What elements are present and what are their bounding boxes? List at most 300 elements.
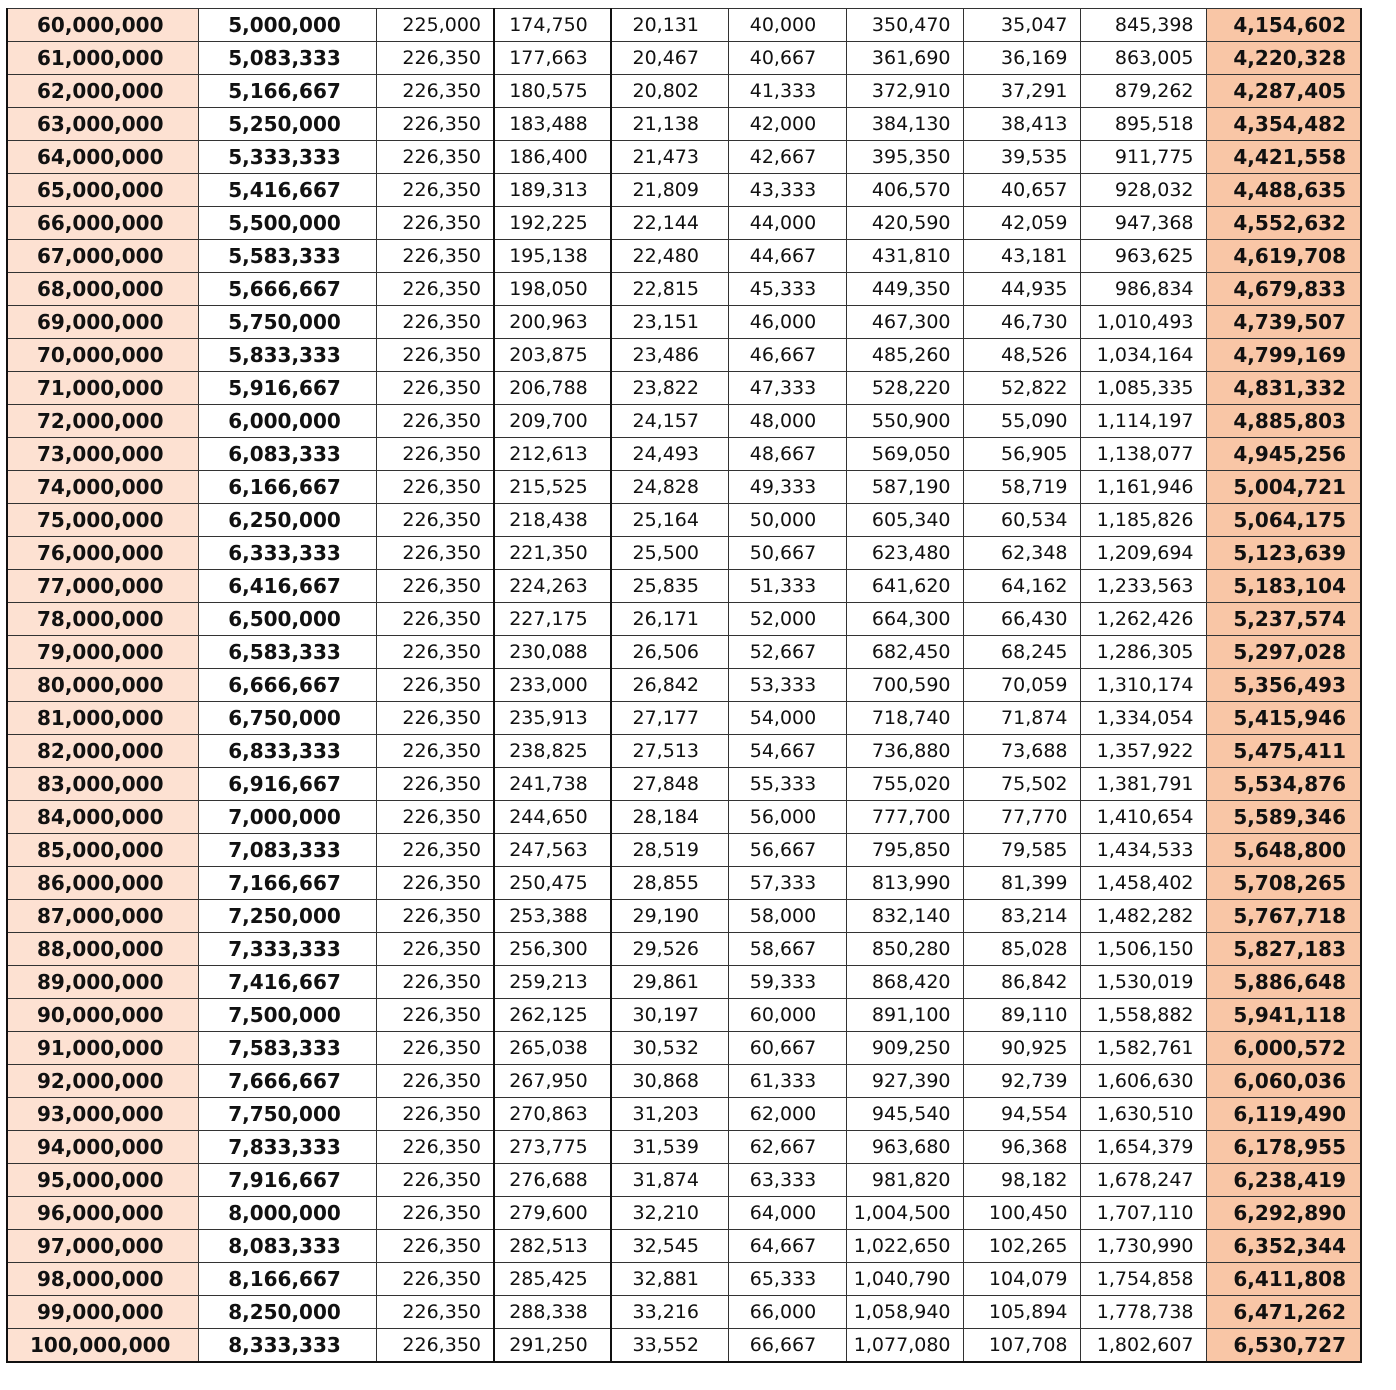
net-total-cell: 6,060,036 xyxy=(1206,1065,1361,1098)
gross-amount-cell: 90,000,000 xyxy=(7,999,198,1032)
col-3-value-cell: 226,350 xyxy=(376,933,494,966)
col-6-value-cell: 47,333 xyxy=(728,372,846,405)
gross-amount-cell: 66,000,000 xyxy=(7,207,198,240)
col-4-value-cell: 238,825 xyxy=(494,735,611,768)
col-4-value-cell: 174,750 xyxy=(494,9,611,42)
net-total-cell: 6,352,344 xyxy=(1206,1230,1361,1263)
col-8-value-cell: 90,925 xyxy=(963,1032,1080,1065)
col-5-value-cell: 27,848 xyxy=(611,768,728,801)
monthly-amount-cell: 7,750,000 xyxy=(198,1098,376,1131)
col-6-value-cell: 43,333 xyxy=(728,174,846,207)
monthly-amount-cell: 8,083,333 xyxy=(198,1230,376,1263)
col-8-value-cell: 83,214 xyxy=(963,900,1080,933)
col-5-value-cell: 25,835 xyxy=(611,570,728,603)
col-8-value-cell: 58,719 xyxy=(963,471,1080,504)
col-4-value-cell: 265,038 xyxy=(494,1032,611,1065)
col-6-value-cell: 54,000 xyxy=(728,702,846,735)
col-3-value-cell: 226,350 xyxy=(376,240,494,273)
col-8-value-cell: 68,245 xyxy=(963,636,1080,669)
col-6-value-cell: 56,667 xyxy=(728,834,846,867)
net-total-cell: 6,292,890 xyxy=(1206,1197,1361,1230)
net-total-cell: 6,000,572 xyxy=(1206,1032,1361,1065)
col-8-value-cell: 56,905 xyxy=(963,438,1080,471)
net-total-cell: 5,297,028 xyxy=(1206,636,1361,669)
col-6-value-cell: 62,000 xyxy=(728,1098,846,1131)
col-3-value-cell: 226,350 xyxy=(376,636,494,669)
table-row xyxy=(7,900,1361,933)
gross-amount-cell: 83,000,000 xyxy=(7,768,198,801)
col-4-value-cell: 215,525 xyxy=(494,471,611,504)
table-row xyxy=(7,702,1361,735)
col-8-value-cell: 92,739 xyxy=(963,1065,1080,1098)
monthly-amount-cell: 6,916,667 xyxy=(198,768,376,801)
col-9-value-cell: 911,775 xyxy=(1080,141,1206,174)
col-8-value-cell: 89,110 xyxy=(963,999,1080,1032)
col-7-value-cell: 641,620 xyxy=(846,570,963,603)
col-8-value-cell: 37,291 xyxy=(963,75,1080,108)
col-7-value-cell: 467,300 xyxy=(846,306,963,339)
col-8-value-cell: 44,935 xyxy=(963,273,1080,306)
col-3-value-cell: 226,350 xyxy=(376,1164,494,1197)
col-6-value-cell: 58,000 xyxy=(728,900,846,933)
col-8-value-cell: 35,047 xyxy=(963,9,1080,42)
col-4-value-cell: 177,663 xyxy=(494,42,611,75)
table-row xyxy=(7,9,1361,42)
col-8-value-cell: 105,894 xyxy=(963,1296,1080,1329)
monthly-amount-cell: 7,166,667 xyxy=(198,867,376,900)
net-total-cell: 4,287,405 xyxy=(1206,75,1361,108)
table-row xyxy=(7,273,1361,306)
col-5-value-cell: 26,171 xyxy=(611,603,728,636)
gross-amount-cell: 69,000,000 xyxy=(7,306,198,339)
col-4-value-cell: 192,225 xyxy=(494,207,611,240)
col-5-value-cell: 20,467 xyxy=(611,42,728,75)
table-row xyxy=(7,834,1361,867)
col-7-value-cell: 927,390 xyxy=(846,1065,963,1098)
col-6-value-cell: 63,333 xyxy=(728,1164,846,1197)
col-6-value-cell: 56,000 xyxy=(728,801,846,834)
col-7-value-cell: 1,004,500 xyxy=(846,1197,963,1230)
monthly-amount-cell: 8,250,000 xyxy=(198,1296,376,1329)
col-9-value-cell: 1,506,150 xyxy=(1080,933,1206,966)
col-7-value-cell: 777,700 xyxy=(846,801,963,834)
col-7-value-cell: 755,020 xyxy=(846,768,963,801)
monthly-amount-cell: 5,416,667 xyxy=(198,174,376,207)
col-5-value-cell: 24,828 xyxy=(611,471,728,504)
col-8-value-cell: 36,169 xyxy=(963,42,1080,75)
col-9-value-cell: 963,625 xyxy=(1080,240,1206,273)
net-total-cell: 5,004,721 xyxy=(1206,471,1361,504)
col-7-value-cell: 605,340 xyxy=(846,504,963,537)
col-4-value-cell: 253,388 xyxy=(494,900,611,933)
monthly-amount-cell: 7,500,000 xyxy=(198,999,376,1032)
col-4-value-cell: 209,700 xyxy=(494,405,611,438)
net-total-cell: 5,123,639 xyxy=(1206,537,1361,570)
monthly-amount-cell: 6,166,667 xyxy=(198,471,376,504)
net-total-cell: 5,534,876 xyxy=(1206,768,1361,801)
gross-amount-cell: 91,000,000 xyxy=(7,1032,198,1065)
col-8-value-cell: 100,450 xyxy=(963,1197,1080,1230)
net-total-cell: 6,530,727 xyxy=(1206,1329,1361,1363)
col-3-value-cell: 226,350 xyxy=(376,174,494,207)
col-6-value-cell: 55,333 xyxy=(728,768,846,801)
gross-amount-cell: 64,000,000 xyxy=(7,141,198,174)
col-7-value-cell: 384,130 xyxy=(846,108,963,141)
col-5-value-cell: 25,500 xyxy=(611,537,728,570)
col-8-value-cell: 86,842 xyxy=(963,966,1080,999)
col-3-value-cell: 226,350 xyxy=(376,339,494,372)
col-6-value-cell: 40,667 xyxy=(728,42,846,75)
salary-table xyxy=(6,8,1362,1363)
col-6-value-cell: 48,000 xyxy=(728,405,846,438)
col-6-value-cell: 40,000 xyxy=(728,9,846,42)
col-9-value-cell: 1,161,946 xyxy=(1080,471,1206,504)
gross-amount-cell: 85,000,000 xyxy=(7,834,198,867)
col-8-value-cell: 66,430 xyxy=(963,603,1080,636)
col-9-value-cell: 1,754,858 xyxy=(1080,1263,1206,1296)
col-7-value-cell: 664,300 xyxy=(846,603,963,636)
gross-amount-cell: 82,000,000 xyxy=(7,735,198,768)
net-total-cell: 5,064,175 xyxy=(1206,504,1361,537)
col-7-value-cell: 868,420 xyxy=(846,966,963,999)
col-5-value-cell: 24,493 xyxy=(611,438,728,471)
col-4-value-cell: 180,575 xyxy=(494,75,611,108)
col-4-value-cell: 241,738 xyxy=(494,768,611,801)
col-5-value-cell: 21,809 xyxy=(611,174,728,207)
col-4-value-cell: 279,600 xyxy=(494,1197,611,1230)
col-5-value-cell: 31,874 xyxy=(611,1164,728,1197)
col-9-value-cell: 1,582,761 xyxy=(1080,1032,1206,1065)
col-9-value-cell: 1,381,791 xyxy=(1080,768,1206,801)
gross-amount-cell: 93,000,000 xyxy=(7,1098,198,1131)
table-row xyxy=(7,240,1361,273)
gross-amount-cell: 68,000,000 xyxy=(7,273,198,306)
monthly-amount-cell: 7,583,333 xyxy=(198,1032,376,1065)
col-8-value-cell: 42,059 xyxy=(963,207,1080,240)
monthly-amount-cell: 8,000,000 xyxy=(198,1197,376,1230)
net-total-cell: 5,237,574 xyxy=(1206,603,1361,636)
col-9-value-cell: 1,606,630 xyxy=(1080,1065,1206,1098)
col-5-value-cell: 22,480 xyxy=(611,240,728,273)
table-row xyxy=(7,471,1361,504)
col-6-value-cell: 50,000 xyxy=(728,504,846,537)
col-7-value-cell: 1,058,940 xyxy=(846,1296,963,1329)
col-4-value-cell: 288,338 xyxy=(494,1296,611,1329)
col-4-value-cell: 235,913 xyxy=(494,702,611,735)
col-9-value-cell: 1,558,882 xyxy=(1080,999,1206,1032)
col-3-value-cell: 226,350 xyxy=(376,471,494,504)
col-8-value-cell: 64,162 xyxy=(963,570,1080,603)
gross-amount-cell: 67,000,000 xyxy=(7,240,198,273)
col-5-value-cell: 29,861 xyxy=(611,966,728,999)
col-4-value-cell: 195,138 xyxy=(494,240,611,273)
net-total-cell: 5,415,946 xyxy=(1206,702,1361,735)
col-6-value-cell: 49,333 xyxy=(728,471,846,504)
monthly-amount-cell: 5,833,333 xyxy=(198,339,376,372)
net-total-cell: 6,471,262 xyxy=(1206,1296,1361,1329)
col-6-value-cell: 64,667 xyxy=(728,1230,846,1263)
col-6-value-cell: 64,000 xyxy=(728,1197,846,1230)
col-4-value-cell: 262,125 xyxy=(494,999,611,1032)
col-5-value-cell: 33,216 xyxy=(611,1296,728,1329)
col-4-value-cell: 285,425 xyxy=(494,1263,611,1296)
net-total-cell: 6,119,490 xyxy=(1206,1098,1361,1131)
col-3-value-cell: 226,350 xyxy=(376,75,494,108)
col-3-value-cell: 226,350 xyxy=(376,966,494,999)
net-total-cell: 4,154,602 xyxy=(1206,9,1361,42)
col-5-value-cell: 31,203 xyxy=(611,1098,728,1131)
col-5-value-cell: 23,486 xyxy=(611,339,728,372)
monthly-amount-cell: 7,666,667 xyxy=(198,1065,376,1098)
table-row xyxy=(7,603,1361,636)
monthly-amount-cell: 5,583,333 xyxy=(198,240,376,273)
table-row xyxy=(7,867,1361,900)
col-7-value-cell: 813,990 xyxy=(846,867,963,900)
monthly-amount-cell: 5,750,000 xyxy=(198,306,376,339)
table-row xyxy=(7,339,1361,372)
table-row xyxy=(7,108,1361,141)
table-row xyxy=(7,504,1361,537)
col-7-value-cell: 406,570 xyxy=(846,174,963,207)
gross-amount-cell: 60,000,000 xyxy=(7,9,198,42)
col-9-value-cell: 1,286,305 xyxy=(1080,636,1206,669)
col-7-value-cell: 963,680 xyxy=(846,1131,963,1164)
col-4-value-cell: 224,263 xyxy=(494,570,611,603)
table-row xyxy=(7,1032,1361,1065)
col-9-value-cell: 1,357,922 xyxy=(1080,735,1206,768)
col-6-value-cell: 42,000 xyxy=(728,108,846,141)
col-9-value-cell: 1,233,563 xyxy=(1080,570,1206,603)
col-3-value-cell: 226,350 xyxy=(376,1263,494,1296)
table-row xyxy=(7,768,1361,801)
col-4-value-cell: 200,963 xyxy=(494,306,611,339)
gross-amount-cell: 81,000,000 xyxy=(7,702,198,735)
col-4-value-cell: 233,000 xyxy=(494,669,611,702)
table-row xyxy=(7,933,1361,966)
table-row xyxy=(7,1230,1361,1263)
monthly-amount-cell: 6,250,000 xyxy=(198,504,376,537)
col-9-value-cell: 986,834 xyxy=(1080,273,1206,306)
net-total-cell: 5,475,411 xyxy=(1206,735,1361,768)
col-5-value-cell: 21,473 xyxy=(611,141,728,174)
col-5-value-cell: 31,539 xyxy=(611,1131,728,1164)
col-5-value-cell: 28,519 xyxy=(611,834,728,867)
col-8-value-cell: 70,059 xyxy=(963,669,1080,702)
col-8-value-cell: 38,413 xyxy=(963,108,1080,141)
net-total-cell: 5,648,800 xyxy=(1206,834,1361,867)
col-4-value-cell: 276,688 xyxy=(494,1164,611,1197)
col-3-value-cell: 226,350 xyxy=(376,372,494,405)
col-9-value-cell: 1,310,174 xyxy=(1080,669,1206,702)
col-7-value-cell: 587,190 xyxy=(846,471,963,504)
net-total-cell: 5,767,718 xyxy=(1206,900,1361,933)
col-3-value-cell: 226,350 xyxy=(376,1329,494,1363)
col-9-value-cell: 928,032 xyxy=(1080,174,1206,207)
col-7-value-cell: 372,910 xyxy=(846,75,963,108)
monthly-amount-cell: 6,833,333 xyxy=(198,735,376,768)
col-3-value-cell: 226,350 xyxy=(376,999,494,1032)
col-7-value-cell: 431,810 xyxy=(846,240,963,273)
col-7-value-cell: 550,900 xyxy=(846,405,963,438)
col-4-value-cell: 247,563 xyxy=(494,834,611,867)
gross-amount-cell: 80,000,000 xyxy=(7,669,198,702)
col-6-value-cell: 59,333 xyxy=(728,966,846,999)
col-7-value-cell: 850,280 xyxy=(846,933,963,966)
col-5-value-cell: 22,144 xyxy=(611,207,728,240)
table-row xyxy=(7,636,1361,669)
col-3-value-cell: 226,350 xyxy=(376,702,494,735)
net-total-cell: 5,708,265 xyxy=(1206,867,1361,900)
col-6-value-cell: 45,333 xyxy=(728,273,846,306)
col-4-value-cell: 186,400 xyxy=(494,141,611,174)
col-8-value-cell: 94,554 xyxy=(963,1098,1080,1131)
net-total-cell: 4,739,507 xyxy=(1206,306,1361,339)
col-6-value-cell: 60,000 xyxy=(728,999,846,1032)
col-6-value-cell: 51,333 xyxy=(728,570,846,603)
col-6-value-cell: 65,333 xyxy=(728,1263,846,1296)
col-8-value-cell: 98,182 xyxy=(963,1164,1080,1197)
col-3-value-cell: 226,350 xyxy=(376,42,494,75)
gross-amount-cell: 96,000,000 xyxy=(7,1197,198,1230)
col-7-value-cell: 350,470 xyxy=(846,9,963,42)
col-5-value-cell: 27,177 xyxy=(611,702,728,735)
net-total-cell: 5,356,493 xyxy=(1206,669,1361,702)
col-9-value-cell: 1,630,510 xyxy=(1080,1098,1206,1131)
col-5-value-cell: 23,151 xyxy=(611,306,728,339)
col-7-value-cell: 795,850 xyxy=(846,834,963,867)
col-9-value-cell: 1,114,197 xyxy=(1080,405,1206,438)
table-row xyxy=(7,735,1361,768)
table-row xyxy=(7,570,1361,603)
net-total-cell: 6,411,808 xyxy=(1206,1263,1361,1296)
gross-amount-cell: 86,000,000 xyxy=(7,867,198,900)
gross-amount-cell: 70,000,000 xyxy=(7,339,198,372)
gross-amount-cell: 73,000,000 xyxy=(7,438,198,471)
col-5-value-cell: 24,157 xyxy=(611,405,728,438)
col-6-value-cell: 52,667 xyxy=(728,636,846,669)
col-6-value-cell: 44,000 xyxy=(728,207,846,240)
monthly-amount-cell: 6,583,333 xyxy=(198,636,376,669)
col-8-value-cell: 85,028 xyxy=(963,933,1080,966)
col-5-value-cell: 28,184 xyxy=(611,801,728,834)
col-5-value-cell: 28,855 xyxy=(611,867,728,900)
col-4-value-cell: 206,788 xyxy=(494,372,611,405)
col-9-value-cell: 1,434,533 xyxy=(1080,834,1206,867)
col-9-value-cell: 1,209,694 xyxy=(1080,537,1206,570)
col-7-value-cell: 420,590 xyxy=(846,207,963,240)
col-3-value-cell: 226,350 xyxy=(376,900,494,933)
col-5-value-cell: 25,164 xyxy=(611,504,728,537)
col-8-value-cell: 62,348 xyxy=(963,537,1080,570)
monthly-amount-cell: 5,666,667 xyxy=(198,273,376,306)
col-3-value-cell: 226,350 xyxy=(376,801,494,834)
table-row xyxy=(7,966,1361,999)
net-total-cell: 6,178,955 xyxy=(1206,1131,1361,1164)
monthly-amount-cell: 5,000,000 xyxy=(198,9,376,42)
monthly-amount-cell: 6,333,333 xyxy=(198,537,376,570)
col-9-value-cell: 1,010,493 xyxy=(1080,306,1206,339)
col-3-value-cell: 226,350 xyxy=(376,867,494,900)
col-4-value-cell: 273,775 xyxy=(494,1131,611,1164)
gross-amount-cell: 74,000,000 xyxy=(7,471,198,504)
monthly-amount-cell: 6,666,667 xyxy=(198,669,376,702)
col-9-value-cell: 1,138,077 xyxy=(1080,438,1206,471)
col-9-value-cell: 845,398 xyxy=(1080,9,1206,42)
col-6-value-cell: 66,000 xyxy=(728,1296,846,1329)
gross-amount-cell: 88,000,000 xyxy=(7,933,198,966)
col-9-value-cell: 1,707,110 xyxy=(1080,1197,1206,1230)
col-5-value-cell: 26,506 xyxy=(611,636,728,669)
col-6-value-cell: 58,667 xyxy=(728,933,846,966)
net-total-cell: 4,421,558 xyxy=(1206,141,1361,174)
col-7-value-cell: 395,350 xyxy=(846,141,963,174)
col-6-value-cell: 46,667 xyxy=(728,339,846,372)
gross-amount-cell: 95,000,000 xyxy=(7,1164,198,1197)
col-9-value-cell: 1,185,826 xyxy=(1080,504,1206,537)
net-total-cell: 5,941,118 xyxy=(1206,999,1361,1032)
gross-amount-cell: 72,000,000 xyxy=(7,405,198,438)
col-3-value-cell: 226,350 xyxy=(376,504,494,537)
col-3-value-cell: 226,350 xyxy=(376,669,494,702)
col-7-value-cell: 736,880 xyxy=(846,735,963,768)
col-7-value-cell: 718,740 xyxy=(846,702,963,735)
col-3-value-cell: 226,350 xyxy=(376,570,494,603)
net-total-cell: 4,945,256 xyxy=(1206,438,1361,471)
monthly-amount-cell: 7,250,000 xyxy=(198,900,376,933)
table-row xyxy=(7,174,1361,207)
col-3-value-cell: 226,350 xyxy=(376,306,494,339)
col-5-value-cell: 29,526 xyxy=(611,933,728,966)
gross-amount-cell: 71,000,000 xyxy=(7,372,198,405)
col-9-value-cell: 1,778,738 xyxy=(1080,1296,1206,1329)
col-3-value-cell: 226,350 xyxy=(376,1230,494,1263)
table-row xyxy=(7,669,1361,702)
col-3-value-cell: 226,350 xyxy=(376,603,494,636)
col-6-value-cell: 57,333 xyxy=(728,867,846,900)
col-5-value-cell: 32,881 xyxy=(611,1263,728,1296)
table-row xyxy=(7,1098,1361,1131)
gross-amount-cell: 63,000,000 xyxy=(7,108,198,141)
col-8-value-cell: 104,079 xyxy=(963,1263,1080,1296)
col-4-value-cell: 203,875 xyxy=(494,339,611,372)
col-9-value-cell: 1,085,335 xyxy=(1080,372,1206,405)
table-row xyxy=(7,999,1361,1032)
col-9-value-cell: 1,802,607 xyxy=(1080,1329,1206,1363)
monthly-amount-cell: 6,500,000 xyxy=(198,603,376,636)
table-row xyxy=(7,1131,1361,1164)
table-body xyxy=(7,9,1361,1363)
col-5-value-cell: 33,552 xyxy=(611,1329,728,1363)
monthly-amount-cell: 8,166,667 xyxy=(198,1263,376,1296)
monthly-amount-cell: 5,916,667 xyxy=(198,372,376,405)
col-8-value-cell: 48,526 xyxy=(963,339,1080,372)
col-3-value-cell: 226,350 xyxy=(376,405,494,438)
col-7-value-cell: 1,077,080 xyxy=(846,1329,963,1363)
table-row xyxy=(7,1296,1361,1329)
col-8-value-cell: 52,822 xyxy=(963,372,1080,405)
col-3-value-cell: 226,350 xyxy=(376,768,494,801)
col-6-value-cell: 52,000 xyxy=(728,603,846,636)
col-3-value-cell: 226,350 xyxy=(376,1296,494,1329)
monthly-amount-cell: 7,416,667 xyxy=(198,966,376,999)
col-5-value-cell: 26,842 xyxy=(611,669,728,702)
monthly-amount-cell: 7,833,333 xyxy=(198,1131,376,1164)
gross-amount-cell: 65,000,000 xyxy=(7,174,198,207)
col-8-value-cell: 96,368 xyxy=(963,1131,1080,1164)
col-6-value-cell: 50,667 xyxy=(728,537,846,570)
col-8-value-cell: 107,708 xyxy=(963,1329,1080,1363)
net-total-cell: 5,589,346 xyxy=(1206,801,1361,834)
